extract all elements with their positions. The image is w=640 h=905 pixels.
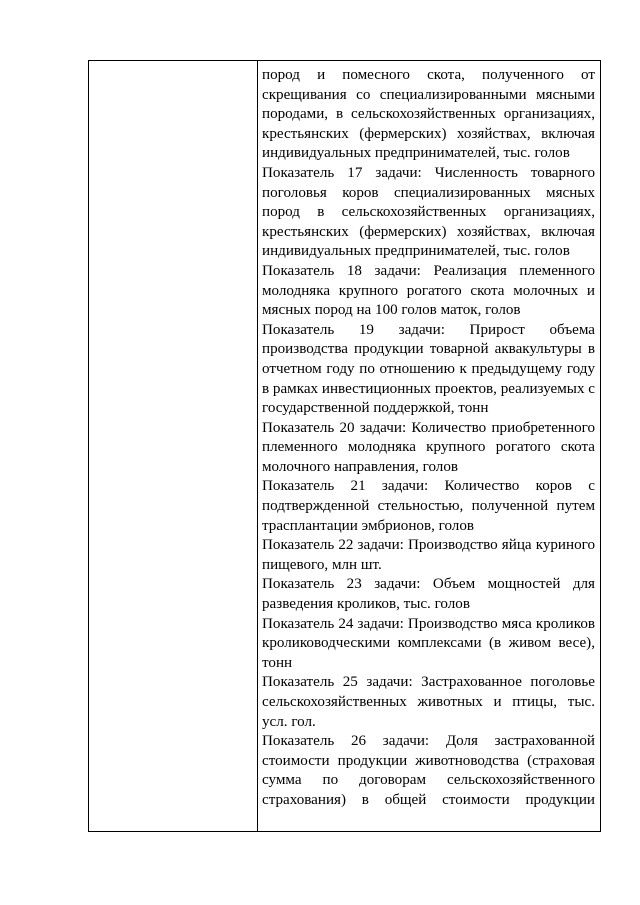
indicator-paragraph: Показатель 22 задачи: Производство яйца куриного пищевого, млн шт.	[262, 537, 595, 573]
indicator-paragraph: Показатель 21 задачи: Количество коров с подтвержденной стельностью, полученной путем трасплантации эмбрионов, голов	[262, 478, 595, 534]
table-left-cell	[89, 61, 257, 831]
indicator-paragraph: Показатель 24 задачи: Производство мяса кроликов кролиководческими комплексами (в живом весе), тонн	[262, 615, 595, 671]
indicator-paragraph: Показатель 20 задачи: Количество приобретенного племенного молодняка крупного рогатого скота молочного направления, голов	[262, 419, 595, 475]
indicator-paragraph: Показатель 19 задачи: Прирост объема производства продукции товарной аквакультуры в отчетном году по отношению к предыдущему году в рамках инвестиционных проектов, реализуемых с государственной поддержкой, тонн	[262, 321, 595, 417]
indicator-paragraph: Показатель 18 задачи: Реализация племенного молодняка крупного рогатого скота молочных и мясных пород на 100 голов маток, голов	[262, 262, 595, 319]
indicator-paragraph: Показатель 25 задачи: Застрахованное поголовье сельскохозяйственных животных и птицы, тыс. усл. гол.	[262, 674, 595, 730]
indicator-paragraph: Показатель 26 задачи: Доля застрахованной стоимости продукции животноводства (страховая сумма по договорам сельскохозяйственного страхования) в общей стоимости продукции	[262, 733, 595, 808]
document-table	[88, 60, 601, 832]
column-divider	[257, 61, 258, 831]
indicator-paragraph: Показатель 23 задачи: Объем мощностей для разведения кроликов, тыс. голов	[262, 576, 595, 613]
indicator-paragraph: пород и помесного скота, полученного от скрещивания со специализированными мясными породами, в сельскохозяйственных организациях, крестьянских (фермерских) хозяйствах, включая индивидуальных предпринимателей, тыс. голов	[262, 67, 595, 162]
indicator-paragraph: Показатель 17 задачи: Численность товарного поголовья коров специализированных мясных пород в сельскохозяйственных организациях, крестьянских (фермерских) хозяйствах, включая индивидуальных предпринимателей, тыс. голов	[262, 164, 595, 260]
table-right-cell	[262, 66, 595, 831]
